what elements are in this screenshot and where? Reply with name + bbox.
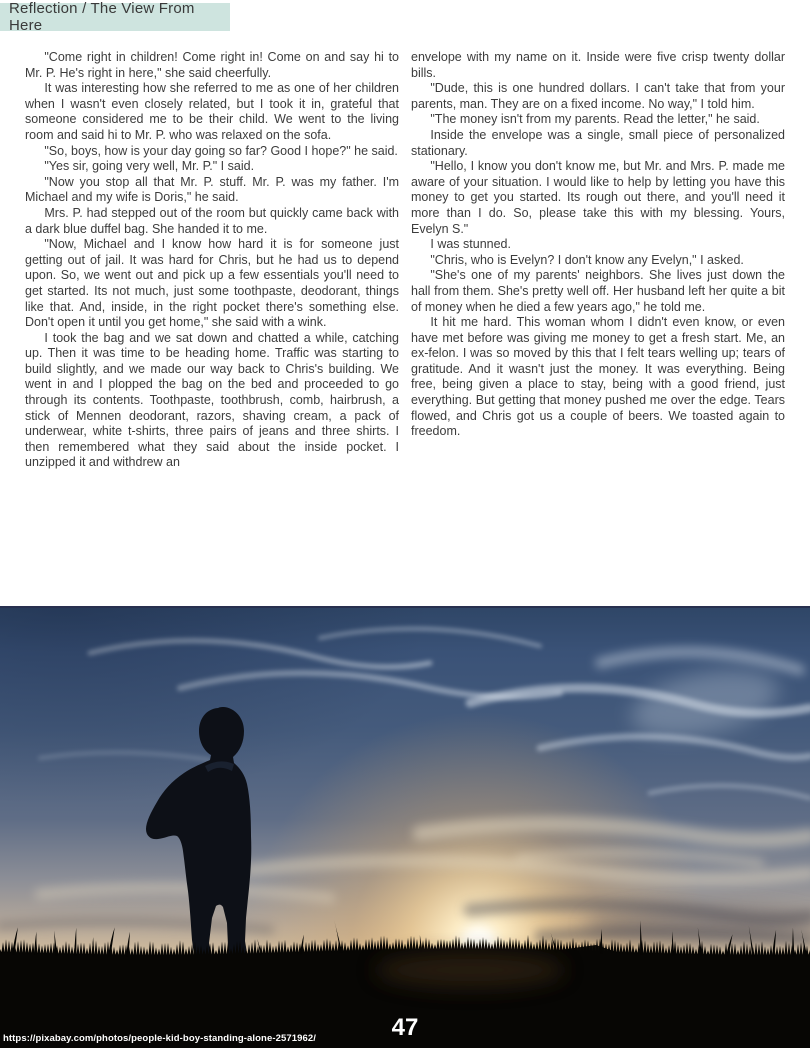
paragraph: "Yes sir, going very well, Mr. P." I said. bbox=[44, 159, 255, 174]
paragraph: "Now, Michael and I know how hard it is for someone just getting out of jail. It was hard for Chris, but he had us to depend upon. So, we went out and pick up a few essentials you'll need to get started. Its not much, just some toothpaste, deodorant, things like that. And, inside, in the right pocket there's something else. Don't open it until you get home," she said with a wink. bbox=[25, 237, 399, 330]
paragraph: "Hello, I know you don't know me, but Mr. and Mrs. P. made me aware of your situation. I would like to help by letting you have this money to get you started. Its rough out there, and you'll need it more than I do. So, please take this with my blessing. Yours, Evelyn S." bbox=[411, 159, 785, 236]
photo-credit-url: https://pixabay.com/photos/people-kid-boy-standing-alone-2571962/ bbox=[3, 1033, 317, 1044]
article-column-left bbox=[25, 50, 399, 595]
paragraph: "Chris, who is Evelyn? I don't know any Evelyn," I asked. bbox=[430, 252, 744, 267]
paragraph: It hit me hard. This woman whom I didn't even know, or even have met before was giving me money to get a fresh start. Me, an ex-felon. I was so moved by this that I felt tears welling up; tears of gratitude. And it wasn't just the money. It was everything. Being free, being given a place to stay, being with a good friend, just everything. But getting that money pushed me over the edge. Tears flowed, and Chris got us a couple of beers. We toasted again to freedom. bbox=[411, 315, 785, 439]
paragraph: "The money isn't from my parents. Read the letter," he said. bbox=[430, 112, 760, 127]
article-column-right bbox=[411, 50, 785, 595]
sunset-photo bbox=[0, 606, 810, 1048]
paragraph: "Come right in children! Come right in! Come on and say hi to Mr. P. He's right in here," she said cheerfully. bbox=[25, 50, 399, 80]
article-body bbox=[25, 50, 785, 595]
paragraph: I took the bag and we sat down and chatted a while, catching up. Then it was time to be heading home. Traffic was starting to build slightly, and we made our way back to Chris's building. We went in and I plopped the bag on the bed and proceeded to go through its contents. Toothpaste, toothbrush, comb, hairbrush, a stick of Mennen deodorant, razors, shaving cream, a pack of underwear, white t-shirts, three pairs of jeans and three shirts. I then remembered what they said about the inside pocket. I unzipped it and withdrew an bbox=[25, 330, 399, 470]
paragraph: "She's one of my parents' neighbors. She lives just down the hall from them. She's pretty well off. Her husband left her quite a bit of money when he died a few years ago," he told me. bbox=[411, 268, 785, 314]
paragraph: Mrs. P. had stepped out of the room but quickly came back with a dark blue duffel bag. She handed it to me. bbox=[25, 205, 399, 236]
sunset-photo-illustration bbox=[0, 608, 810, 1048]
ground-glow bbox=[375, 952, 565, 988]
paragraph: "So, boys, how is your day going so far? Good I hope?" he said. bbox=[44, 143, 398, 158]
paragraph: "Now you stop all that Mr. P. stuff. Mr. P. was my father. I'm Michael and my wife is Doris," he said. bbox=[25, 174, 399, 205]
paragraph: It was interesting how she referred to me as one of her children when I wasn't even closely related, but I took it in, grateful that someone considered me to be their child. We went to the living room and said hi to Mr. P. who was relaxed on the sofa. bbox=[25, 81, 399, 142]
paragraph: I was stunned. bbox=[430, 237, 511, 252]
section-title: Reflection / The View From Here bbox=[9, 0, 195, 34]
section-header bbox=[0, 0, 230, 34]
paragraph: Inside the envelope was a single, small piece of personalized stationary. bbox=[411, 127, 785, 158]
paragraph: envelope with my name on it. Inside were five crisp twenty dollar bills. bbox=[411, 50, 785, 80]
page-number: 47 bbox=[391, 1014, 419, 1041]
paragraph: "Dude, this is one hundred dollars. I can't take that from your parents, man. They are on a fixed income. No way," I told him. bbox=[411, 81, 785, 111]
